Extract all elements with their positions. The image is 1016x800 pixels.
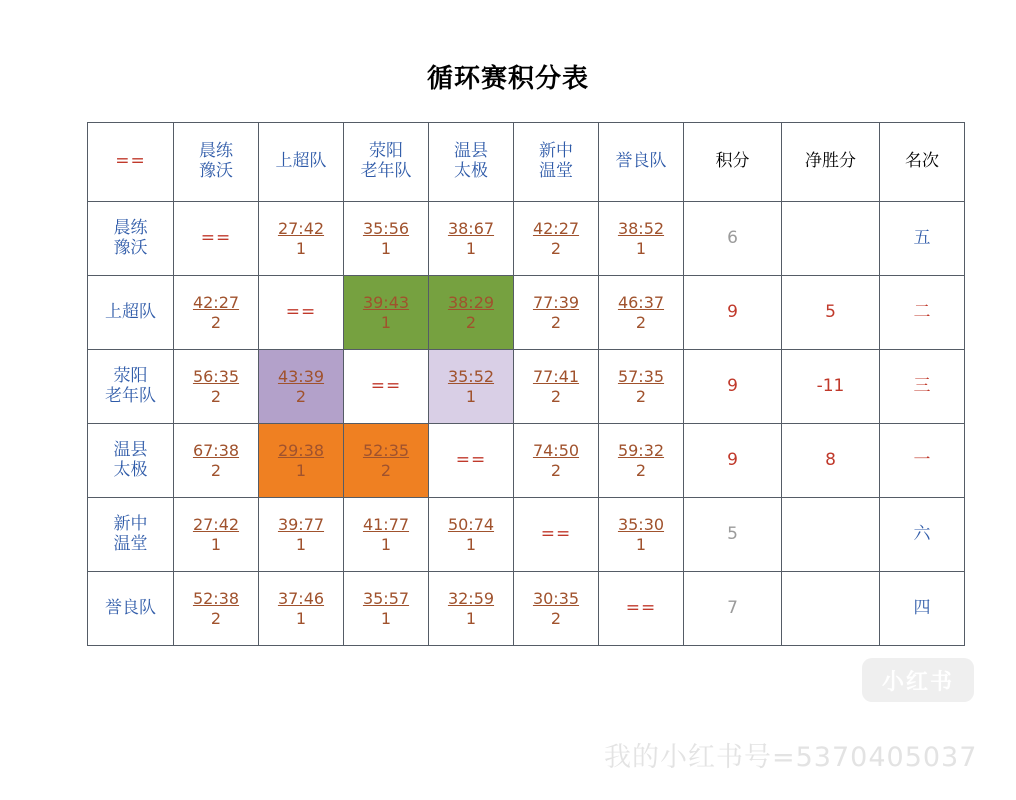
page-title: 循环赛积分表 <box>426 64 589 94</box>
match-score: 38:52 <box>617 218 665 238</box>
match-cell-r3-c4 <box>429 350 514 424</box>
match-score: 50:74 <box>447 514 495 534</box>
header-team-3 <box>344 123 429 202</box>
match-cell-content <box>514 572 598 645</box>
match-cell-content <box>344 202 428 275</box>
match-cell-r3-c1 <box>174 350 259 424</box>
match-cell-content <box>429 276 513 349</box>
header-corner-cell <box>88 123 174 202</box>
total-points-value: 9 <box>727 375 738 396</box>
match-cell-content <box>599 276 683 349</box>
match-cell-r1-c6 <box>599 202 684 276</box>
match-points: 2 <box>550 238 562 258</box>
match-cell-content <box>174 424 258 497</box>
row-team-label: 誉良队 <box>105 597 156 618</box>
diagonal-marker: == <box>455 449 487 470</box>
match-score: 43:39 <box>277 366 325 386</box>
match-points: 2 <box>550 460 562 480</box>
match-score: 32:59 <box>447 588 495 608</box>
row-team-1 <box>88 202 174 276</box>
match-cell-content <box>259 424 343 497</box>
row-total-points <box>684 498 782 572</box>
round-robin-score-table <box>87 122 965 646</box>
match-score: 38:67 <box>447 218 495 238</box>
header-team-5 <box>514 123 599 202</box>
header-team-label: 温县 太极 <box>454 141 488 181</box>
match-score: 39:43 <box>362 292 410 312</box>
goal-diff-value: 8 <box>825 449 836 470</box>
row-total-points <box>684 572 782 646</box>
row-total-points <box>684 350 782 424</box>
row-goal-diff <box>782 350 880 424</box>
match-cell-content <box>599 350 683 423</box>
match-cell-content <box>599 498 683 571</box>
match-cell-r1-c2 <box>259 202 344 276</box>
match-cell-r5-c1 <box>174 498 259 572</box>
match-points: 2 <box>550 312 562 332</box>
match-score: 35:57 <box>362 588 410 608</box>
match-score: 67:38 <box>192 440 240 460</box>
rank-value: 五 <box>913 227 931 248</box>
table-row <box>88 572 965 646</box>
diagonal-marker: == <box>370 375 402 396</box>
match-points: 2 <box>635 386 647 406</box>
match-cell-content <box>174 202 258 275</box>
match-score: 77:39 <box>532 292 580 312</box>
match-cell-content <box>174 350 258 423</box>
row-team-5 <box>88 498 174 572</box>
match-cell-r4-c2 <box>259 424 344 498</box>
match-score: 39:77 <box>277 514 325 534</box>
match-cell-content <box>259 350 343 423</box>
match-points: 1 <box>465 386 477 406</box>
match-cell-content <box>514 350 598 423</box>
match-cell-content <box>344 350 428 423</box>
row-rank <box>880 498 965 572</box>
match-points: 2 <box>550 386 562 406</box>
match-score: 27:42 <box>277 218 325 238</box>
watermark-text: 我的小红书号=5370405037 <box>604 742 978 773</box>
header-points <box>684 123 782 202</box>
row-rank <box>880 424 965 498</box>
match-cell-content <box>599 572 683 645</box>
match-cell-r4-c3 <box>344 424 429 498</box>
total-points-value: 9 <box>727 301 738 322</box>
match-score: 56:35 <box>192 366 240 386</box>
goal-diff-value: -11 <box>816 375 845 396</box>
match-cell-r3-c3 <box>344 350 429 424</box>
rank-value: 四 <box>913 597 931 618</box>
match-cell-content <box>174 572 258 645</box>
row-goal-diff <box>782 572 880 646</box>
row-rank <box>880 276 965 350</box>
header-team-label: 荥阳 老年队 <box>360 141 412 181</box>
row-total-points <box>684 202 782 276</box>
row-team-label: 温县 太极 <box>113 439 148 480</box>
match-cell-content <box>259 572 343 645</box>
header-team-4 <box>429 123 514 202</box>
goal-diff-value: 5 <box>825 301 836 322</box>
score-table-container <box>87 122 942 646</box>
match-cell-content <box>259 276 343 349</box>
match-cell-content <box>429 350 513 423</box>
header-team-label: 新中 温堂 <box>539 141 573 181</box>
match-points: 2 <box>210 460 222 480</box>
match-score: 52:38 <box>192 588 240 608</box>
table-row <box>88 424 965 498</box>
match-cell-r2-c1 <box>174 276 259 350</box>
row-goal-diff <box>782 276 880 350</box>
match-score: 35:30 <box>617 514 665 534</box>
total-points-value: 6 <box>727 227 738 248</box>
row-team-label: 上超队 <box>105 301 156 322</box>
row-team-label: 新中 温堂 <box>113 513 148 554</box>
row-goal-diff <box>782 498 880 572</box>
watermark-logo: 小红书 <box>862 658 974 702</box>
header-goal-diff <box>782 123 880 202</box>
header-team-label: 晨练 豫沃 <box>199 141 233 181</box>
row-rank <box>880 572 965 646</box>
total-points-value: 7 <box>727 597 738 618</box>
match-points: 1 <box>380 238 392 258</box>
total-points-value: 9 <box>727 449 738 470</box>
match-cell-r1-c1 <box>174 202 259 276</box>
match-points: 1 <box>635 534 647 554</box>
match-cell-r2-c2 <box>259 276 344 350</box>
row-team-label: 晨练 豫沃 <box>113 217 148 258</box>
diagonal-marker: == <box>200 227 232 248</box>
match-cell-content <box>429 498 513 571</box>
match-points: 1 <box>380 312 392 332</box>
table-row <box>88 202 965 276</box>
row-rank <box>880 202 965 276</box>
match-points: 1 <box>635 238 647 258</box>
match-cell-content <box>344 276 428 349</box>
match-score: 38:29 <box>447 292 495 312</box>
match-cell-r4-c5 <box>514 424 599 498</box>
match-points: 2 <box>465 312 477 332</box>
row-team-label: 荥阳 老年队 <box>105 365 156 406</box>
match-cell-r6-c5 <box>514 572 599 646</box>
match-cell-content <box>344 424 428 497</box>
match-cell-r5-c3 <box>344 498 429 572</box>
header-team-1 <box>174 123 259 202</box>
match-cell-r4-c4 <box>429 424 514 498</box>
match-cell-content <box>599 424 683 497</box>
match-score: 74:50 <box>532 440 580 460</box>
match-cell-r6-c3 <box>344 572 429 646</box>
match-points: 2 <box>635 312 647 332</box>
match-points: 1 <box>465 238 477 258</box>
match-score: 42:27 <box>532 218 580 238</box>
table-row <box>88 350 965 424</box>
match-cell-r3-c6 <box>599 350 684 424</box>
match-cell-r2-c4 <box>429 276 514 350</box>
match-points: 1 <box>465 608 477 628</box>
match-cell-r6-c2 <box>259 572 344 646</box>
match-score: 29:38 <box>277 440 325 460</box>
match-cell-content <box>259 498 343 571</box>
match-points: 2 <box>210 608 222 628</box>
match-cell-r1-c3 <box>344 202 429 276</box>
match-points: 2 <box>210 312 222 332</box>
rank-value: 二 <box>913 301 931 322</box>
match-score: 59:32 <box>617 440 665 460</box>
match-score: 57:35 <box>617 366 665 386</box>
match-cell-content <box>599 202 683 275</box>
match-score: 35:56 <box>362 218 410 238</box>
match-points: 2 <box>635 460 647 480</box>
match-score: 41:77 <box>362 514 410 534</box>
row-total-points <box>684 424 782 498</box>
match-score: 30:35 <box>532 588 580 608</box>
header-team-2 <box>259 123 344 202</box>
match-points: 2 <box>210 386 222 406</box>
match-cell-r2-c3 <box>344 276 429 350</box>
match-cell-content <box>174 498 258 571</box>
match-cell-content <box>344 498 428 571</box>
match-cell-content <box>429 202 513 275</box>
match-cell-content <box>514 202 598 275</box>
match-points: 1 <box>295 238 307 258</box>
match-cell-r3-c5 <box>514 350 599 424</box>
match-cell-r1-c4 <box>429 202 514 276</box>
match-points: 1 <box>295 608 307 628</box>
match-cell-r6-c4 <box>429 572 514 646</box>
diagonal-marker: == <box>625 597 657 618</box>
header-rank <box>880 123 965 202</box>
match-cell-r2-c6 <box>599 276 684 350</box>
match-cell-r6-c1 <box>174 572 259 646</box>
row-team-2 <box>88 276 174 350</box>
match-points: 1 <box>465 534 477 554</box>
row-total-points <box>684 276 782 350</box>
match-cell-content <box>429 424 513 497</box>
match-points: 1 <box>295 534 307 554</box>
diagonal-marker: == <box>285 301 317 322</box>
match-score: 77:41 <box>532 366 580 386</box>
match-score: 37:46 <box>277 588 325 608</box>
match-cell-r3-c2 <box>259 350 344 424</box>
match-cell-r1-c5 <box>514 202 599 276</box>
match-cell-content <box>344 572 428 645</box>
table-row <box>88 276 965 350</box>
rank-value: 三 <box>913 375 931 396</box>
header-team-label: 上超队 <box>275 151 327 172</box>
match-cell-r5-c4 <box>429 498 514 572</box>
match-cell-r5-c5 <box>514 498 599 572</box>
match-cell-content <box>429 572 513 645</box>
row-rank <box>880 350 965 424</box>
diagonal-marker: == <box>115 151 146 172</box>
diagonal-marker: == <box>540 523 572 544</box>
table-row <box>88 498 965 572</box>
match-score: 46:37 <box>617 292 665 312</box>
match-points: 2 <box>550 608 562 628</box>
match-points: 2 <box>380 460 392 480</box>
match-cell-r2-c5 <box>514 276 599 350</box>
match-cell-content <box>259 202 343 275</box>
match-score: 42:27 <box>192 292 240 312</box>
match-cell-content <box>514 276 598 349</box>
match-points: 1 <box>380 608 392 628</box>
row-goal-diff <box>782 424 880 498</box>
match-cell-content <box>514 424 598 497</box>
match-cell-r4-c6 <box>599 424 684 498</box>
row-team-4 <box>88 424 174 498</box>
header-rank-label: 名次 <box>905 151 939 172</box>
row-goal-diff <box>782 202 880 276</box>
header-team-6 <box>599 123 684 202</box>
match-cell-content <box>514 498 598 571</box>
match-cell-r5-c2 <box>259 498 344 572</box>
match-points: 1 <box>210 534 222 554</box>
header-team-label: 誉良队 <box>615 151 667 172</box>
match-score: 52:35 <box>362 440 410 460</box>
rank-value: 六 <box>913 523 931 544</box>
match-cell-r6-c6 <box>599 572 684 646</box>
table-header-row <box>88 123 965 202</box>
match-cell-r5-c6 <box>599 498 684 572</box>
rank-value: 一 <box>913 449 931 470</box>
row-team-6 <box>88 572 174 646</box>
match-points: 1 <box>380 534 392 554</box>
match-cell-r4-c1 <box>174 424 259 498</box>
match-points: 1 <box>295 460 307 480</box>
header-points-label: 积分 <box>715 151 750 172</box>
match-cell-content <box>174 276 258 349</box>
match-points: 2 <box>295 386 307 406</box>
total-points-value: 5 <box>727 523 738 544</box>
match-score: 27:42 <box>192 514 240 534</box>
match-score: 35:52 <box>447 366 495 386</box>
header-goal-diff-label: 净胜分 <box>805 151 856 172</box>
row-team-3 <box>88 350 174 424</box>
